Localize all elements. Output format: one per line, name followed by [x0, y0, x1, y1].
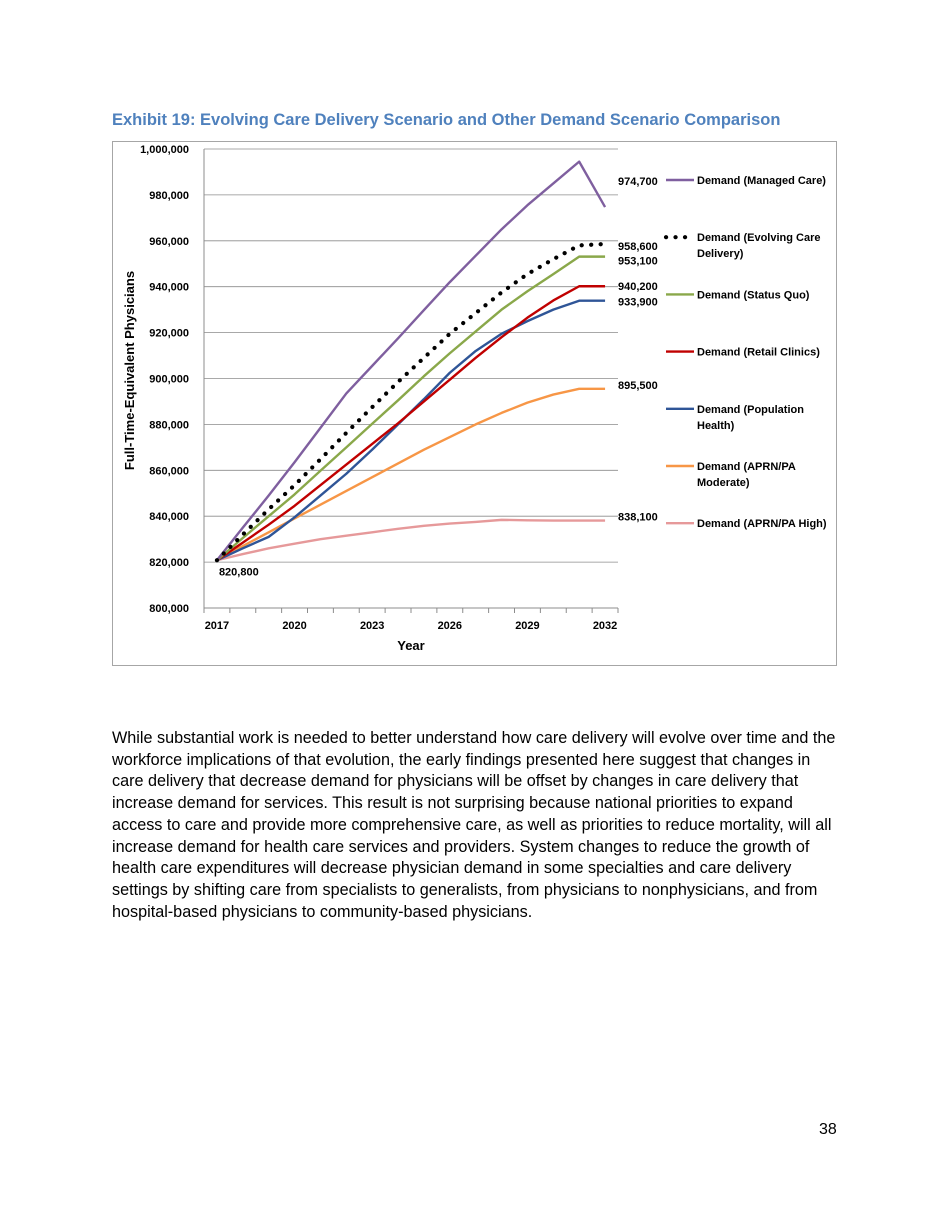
y-tick-label: 840,000	[149, 511, 189, 524]
y-tick-label: 960,000	[149, 235, 189, 248]
x-tick-label: 2020	[282, 620, 307, 632]
y-tick-label: 940,000	[149, 281, 189, 294]
end-value-label: 933,900	[618, 296, 658, 309]
start-value-label: 820,800	[218, 566, 259, 579]
legend-label: Demand (APRN/PA	[697, 461, 796, 473]
chart-container	[112, 141, 837, 666]
y-tick-label: 820,000	[149, 557, 189, 570]
series-line-demand-evolving-care-delivery-	[217, 244, 605, 560]
exhibit-title: Exhibit 19: Evolving Care Delivery Scenario and Other Demand Scenario Comparison	[112, 111, 781, 129]
y-tick-label: 920,000	[149, 327, 189, 340]
legend-label: Demand (Evolving Care	[697, 232, 821, 245]
legend-label: Moderate)	[697, 477, 750, 489]
x-tick-label: 2032	[592, 620, 618, 632]
legend-label: Demand (APRN/PA High)	[697, 518, 827, 531]
y-axis-title: Full-Time-Equivalent Physicians	[122, 270, 137, 471]
legend-label: Demand (Status Quo)	[697, 289, 810, 302]
legend-label: Delivery)	[697, 248, 744, 261]
y-tick-label: 1,000,000	[140, 144, 189, 156]
legend-label: Demand (Population	[697, 403, 804, 416]
series-line-demand-retail-clinics-	[217, 286, 605, 560]
end-value-label: 895,500	[618, 379, 658, 392]
body-paragraph: While substantial work is needed to better understand how care delivery will evolve over time and the workforce implications of that evolution, the early findings presented here suggest that changes in care delivery that decrease demand for physicians will be offset by changes in care delivery that increase demand for services. This result is not surprising because national priorities to expand access to care and provide more comprehensive care, as well as priorities to reduce mortality, will all increase demand for health care services and providers. System changes to reduce the growth of health care expenditures will decrease physician demand in some specialties and care delivery settings by shifting care from specialists to generalists, from physicians to nonphysicians, and from hospital-based physicians to community-based physicians.	[112, 729, 836, 921]
y-tick-label: 900,000	[149, 373, 189, 386]
legend-label: Health)	[697, 419, 735, 432]
y-tick-label: 800,000	[149, 603, 189, 615]
series-line-demand-managed-care-	[217, 162, 605, 561]
end-value-label: 958,600	[618, 241, 658, 254]
series-line-demand-aprn-pa-high-	[217, 520, 605, 560]
y-tick-label: 880,000	[149, 419, 189, 432]
series-line-demand-status-quo-	[217, 257, 605, 561]
legend-label: Demand (Managed Care)	[697, 175, 826, 187]
end-value-label: 838,100	[618, 511, 658, 524]
end-value-label: 953,100	[618, 255, 658, 268]
legend-label: Demand (Retail Clinics)	[697, 346, 820, 359]
x-tick-label: 2026	[437, 620, 463, 632]
page-number: 38	[819, 1121, 837, 1138]
y-tick-label: 980,000	[149, 189, 189, 202]
y-tick-label: 860,000	[149, 465, 189, 478]
x-axis-title: Year	[397, 638, 425, 653]
line-chart	[113, 142, 838, 667]
series-line-demand-aprn-pa-moderate-	[217, 389, 605, 560]
end-value-label: 940,200	[618, 281, 658, 294]
x-tick-label: 2023	[359, 620, 385, 632]
x-tick-label: 2029	[515, 620, 540, 632]
x-tick-label: 2017	[204, 620, 230, 632]
end-value-label: 974,700	[618, 176, 658, 189]
